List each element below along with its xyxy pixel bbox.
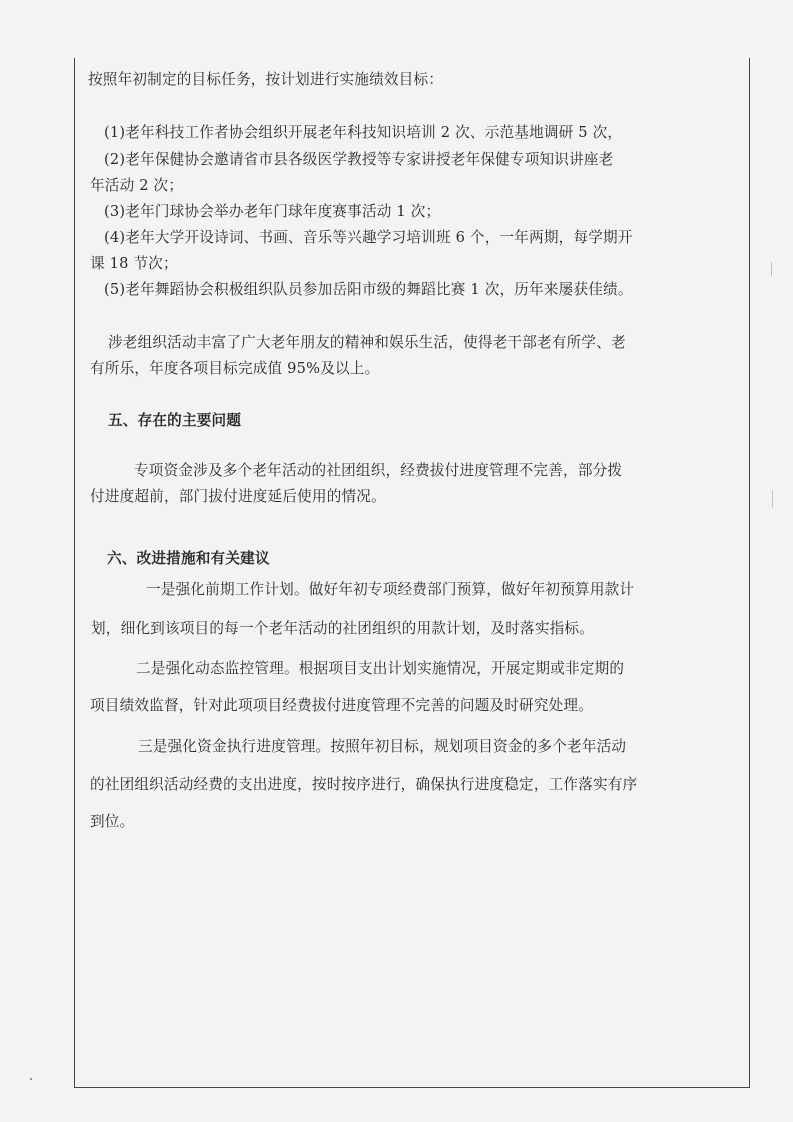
measure-2-line-2: 项目绩效监督，针对此项项目经费拔付进度管理不完善的问题及时研究处理。 (90, 697, 593, 714)
measure-3-line-1: 三是强化资金执行进度管理。按照年初目标，规划项目资金的多个老年活动 (138, 738, 627, 755)
section-5-line-1: 专项资金涉及多个老年活动的社团组织，经费拔付进度管理不完善，部分拨 (134, 462, 623, 479)
measure-1-line-1: 一是强化前期工作计划。做好年初专项经费部门预算，做好年初预算用款计 (146, 581, 635, 598)
target-item-2-cont: 年活动 2 次； (90, 177, 184, 194)
measure-2-line-1: 二是强化动态监控管理。根据项目支出计划实施情况，开展定期或非定期的 (136, 660, 625, 677)
section-6-heading: 六、改进措施和有关建议 (107, 550, 270, 567)
target-item-4: (4)老年大学开设诗词、书画、音乐等兴趣学习培训班 6 个，一年两期，每学期开 (104, 229, 633, 246)
section-5-line-2: 付进度超前，部门拔付进度延后使用的情况。 (90, 488, 386, 505)
measure-3-line-2: 的社团组织活动经费的支出进度，按时按序进行，确保执行进度稳定，工作落实有序 (90, 776, 638, 793)
summary-line-1: 涉老组织活动丰富了广大老年朋友的精神和娱乐生活，使得老干部老有所学、老 (108, 334, 626, 351)
measure-3-line-3: 到位。 (90, 813, 135, 830)
section-5-heading: 五、存在的主要问题 (108, 412, 242, 429)
summary-line-2: 有所乐，年度各项目标完成值 95%及以上。 (90, 360, 380, 377)
measure-1-line-2: 划，细化到该项目的每一个老年活动的社团组织的用款计划，及时落实指标。 (91, 620, 594, 637)
target-item-3: (3)老年门球协会举办老年门球年度赛事活动 1 次； (104, 203, 441, 220)
target-item-1: (1)老年科技工作者协会组织开展老年科技知识培训 2 次、示范基地调研 5 次， (104, 124, 623, 141)
target-item-2: (2)老年保健协会邀请省市县各级医学教授等专家讲授老年保健专项知识讲座老 (104, 151, 614, 168)
target-item-5: (5)老年舞蹈协会积极组织队员参加岳阳市级的舞蹈比赛 1 次，历年来屡获佳绩。 (104, 281, 633, 298)
scan-speck (30, 1078, 32, 1080)
scan-speck (772, 490, 773, 508)
scan-speck (771, 262, 772, 276)
intro-line: 按照年初制定的目标任务，按计划进行实施绩效目标： (88, 71, 444, 88)
target-item-4-cont: 课 18 节次； (90, 255, 178, 272)
